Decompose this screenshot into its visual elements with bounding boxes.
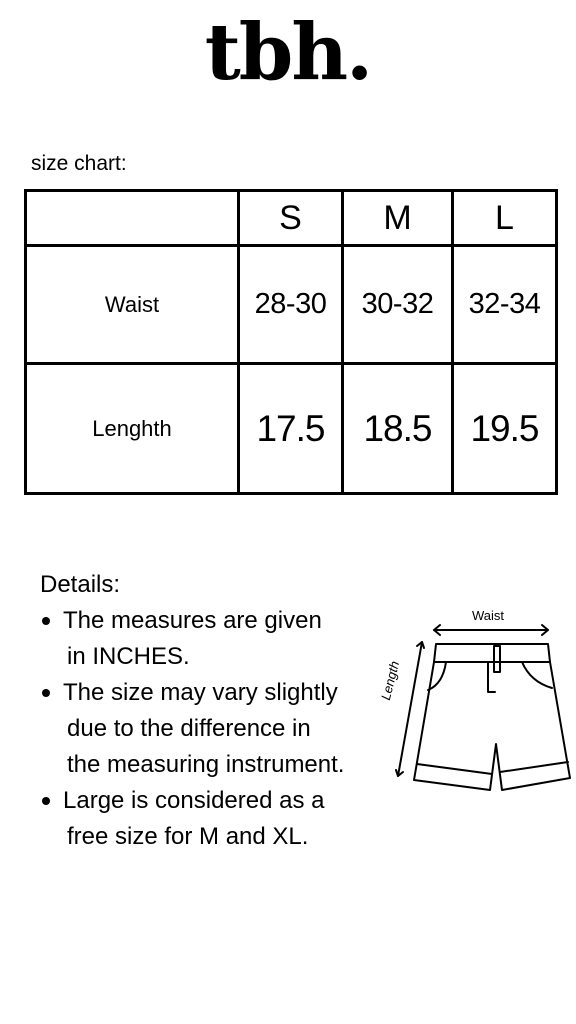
header-cell-empty [26, 191, 239, 246]
header-cell-l: L [453, 191, 557, 246]
detail-line: Large is considered as a [63, 787, 325, 814]
length-value-s: 17.5 [239, 364, 343, 494]
shorts-diagram [378, 604, 574, 800]
list-item [40, 783, 344, 855]
detail-line: the measuring instrument. [67, 751, 345, 778]
details-section [40, 567, 344, 855]
length-value-m: 18.5 [343, 364, 453, 494]
detail-line: free size for M and XL. [67, 823, 309, 850]
waist-value-s: 28-30 [239, 246, 343, 364]
table-row-waist [26, 246, 557, 364]
header-cell-m: M [343, 191, 453, 246]
header-cell-s: S [239, 191, 343, 246]
table-header-row [26, 191, 557, 246]
table-row-length [26, 364, 557, 494]
shorts-icon [384, 604, 574, 800]
length-value-l: 19.5 [453, 364, 557, 494]
waist-value-l: 32-34 [453, 246, 557, 364]
list-item [40, 675, 344, 783]
list-item [40, 603, 344, 675]
details-heading: Details: [40, 571, 121, 598]
size-chart-table [24, 189, 558, 495]
diagram-waist-label: Waist [472, 608, 505, 623]
detail-line: The measures are given [63, 607, 322, 634]
row-label-waist: Waist [26, 246, 239, 364]
waist-value-m: 30-32 [343, 246, 453, 364]
detail-line: in INCHES. [67, 643, 190, 670]
diagram-length-label: Length [378, 659, 403, 702]
brand-logo: tbh. [204, 7, 372, 98]
row-label-length: Lenghth [26, 364, 239, 494]
details-list [40, 603, 344, 855]
size-chart-label: size chart: [31, 152, 127, 175]
detail-line: The size may vary slightly [63, 679, 338, 706]
detail-line: due to the difference in [67, 715, 311, 742]
